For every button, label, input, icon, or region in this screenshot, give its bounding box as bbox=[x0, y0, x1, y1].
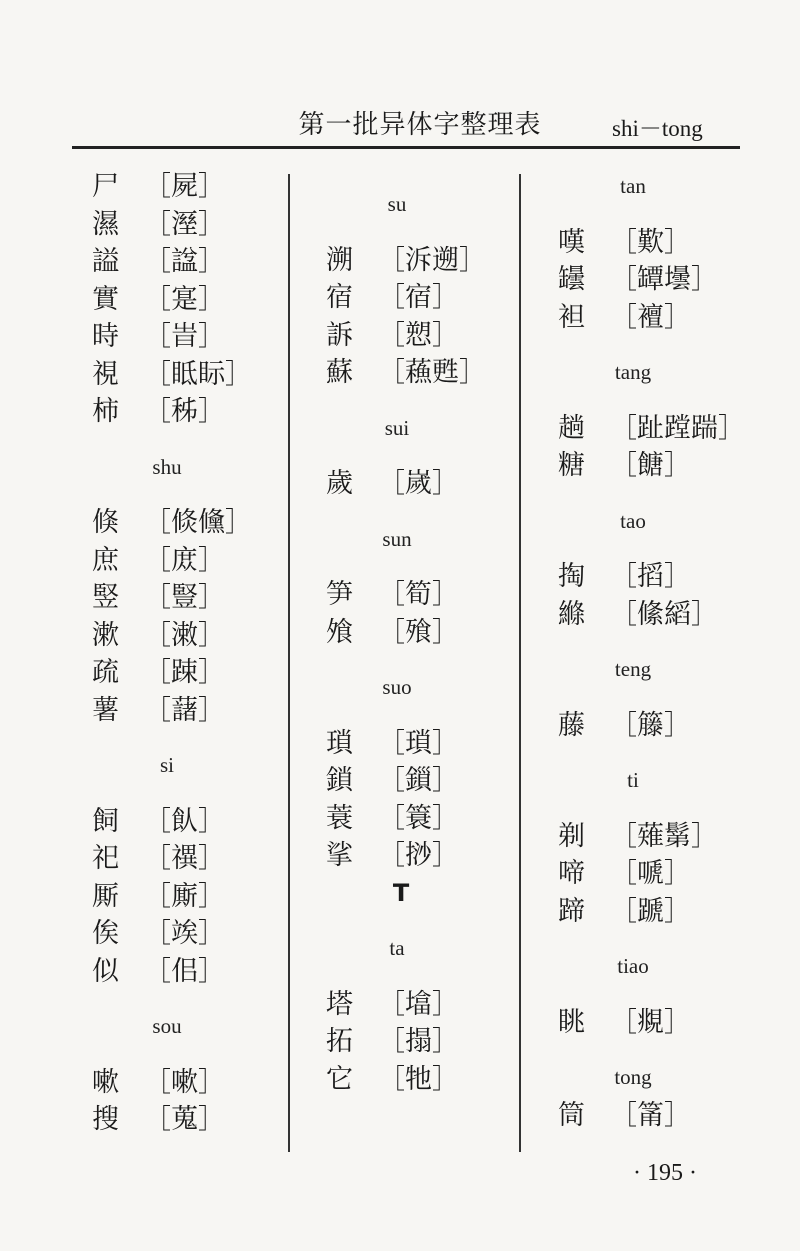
blank-row bbox=[558, 1041, 734, 1059]
variant-characters: ［旹］ bbox=[144, 321, 225, 352]
variant-characters: ［覜］ bbox=[610, 1006, 691, 1038]
blank-row bbox=[326, 392, 476, 410]
table-row bbox=[92, 840, 282, 878]
variant-entry bbox=[558, 596, 734, 637]
pinyin-heading-row bbox=[92, 1008, 282, 1046]
blank-row bbox=[92, 990, 282, 1008]
standard-character: 搜 bbox=[92, 1104, 119, 1135]
variant-characters: ［墖］ bbox=[378, 988, 459, 1020]
variant-entry bbox=[92, 168, 282, 209]
table-row bbox=[326, 800, 476, 838]
blank-row bbox=[558, 206, 734, 224]
standard-character: 眺 bbox=[558, 1006, 585, 1038]
variant-entry bbox=[92, 206, 282, 247]
variant-characters: ［籐］ bbox=[610, 709, 691, 741]
variant-entry bbox=[92, 803, 282, 844]
standard-character: 歲 bbox=[326, 468, 353, 499]
table-row bbox=[92, 579, 282, 617]
standard-character: 嘆 bbox=[558, 226, 585, 258]
table-row bbox=[326, 1023, 476, 1061]
pinyin-heading-row bbox=[558, 168, 734, 206]
variant-characters: ［蹏］ bbox=[610, 895, 691, 927]
variant-characters: ［倐儵］ bbox=[144, 507, 252, 538]
table-row bbox=[92, 654, 282, 692]
variant-entry bbox=[558, 261, 734, 302]
variant-entry bbox=[326, 986, 476, 1027]
pinyin-heading-row bbox=[558, 651, 734, 689]
table-row bbox=[558, 596, 734, 634]
table-row bbox=[92, 878, 282, 916]
pinyin-heading: sun bbox=[382, 526, 412, 551]
standard-character: 倏 bbox=[92, 507, 119, 538]
standard-character: 尸 bbox=[92, 171, 119, 202]
pinyin-heading-row bbox=[92, 449, 282, 487]
variant-entry bbox=[558, 224, 734, 265]
variant-characters: ［薙鬀］ bbox=[610, 820, 718, 852]
standard-character: 庶 bbox=[92, 544, 119, 576]
table-row bbox=[558, 855, 734, 893]
variant-entry bbox=[92, 542, 282, 583]
variant-characters: ［襢］ bbox=[610, 301, 691, 333]
table-row bbox=[558, 447, 734, 485]
table-row bbox=[326, 317, 476, 355]
standard-character: 塔 bbox=[326, 988, 353, 1020]
pinyin-heading-row bbox=[558, 503, 734, 541]
page-header-range: shi－tong bbox=[612, 116, 703, 141]
table-row bbox=[326, 242, 486, 280]
variant-entry bbox=[558, 707, 734, 748]
variant-characters: ［蒐］ bbox=[144, 1104, 225, 1135]
blank-row bbox=[326, 968, 476, 986]
pinyin-heading-row bbox=[558, 1059, 734, 1097]
pinyin-heading: suo bbox=[382, 675, 412, 699]
blank-row bbox=[326, 168, 476, 186]
standard-character: 飼 bbox=[92, 805, 119, 837]
table-row bbox=[92, 318, 282, 356]
variant-entry bbox=[326, 614, 476, 655]
standard-character: 筒 bbox=[558, 1099, 585, 1131]
table-row bbox=[92, 1064, 282, 1102]
pinyin-heading-row bbox=[326, 186, 476, 224]
standard-character: 掏 bbox=[558, 561, 585, 592]
blank-row bbox=[558, 744, 734, 762]
variant-entry bbox=[326, 576, 476, 617]
pinyin-heading-row bbox=[558, 354, 734, 392]
table-row bbox=[326, 576, 476, 614]
pinyin-heading-row bbox=[558, 762, 734, 800]
blank-row bbox=[92, 431, 282, 449]
variant-characters: ［筍］ bbox=[378, 579, 459, 610]
standard-character: 宿 bbox=[326, 282, 353, 313]
variant-entry bbox=[558, 893, 734, 934]
variant-characters: ［搯］ bbox=[610, 561, 691, 592]
standard-character: 糖 bbox=[558, 450, 585, 481]
variant-entry bbox=[92, 840, 282, 881]
blank-row bbox=[558, 800, 734, 818]
variant-characters: ［簑］ bbox=[378, 802, 459, 834]
standard-character: 啼 bbox=[558, 858, 585, 889]
variant-characters: ［嗽］ bbox=[144, 1066, 225, 1098]
table-row bbox=[326, 614, 476, 652]
pinyin-heading-row bbox=[326, 669, 476, 707]
blank-row bbox=[558, 633, 734, 651]
pinyin-heading-row bbox=[326, 521, 476, 559]
table-row bbox=[558, 224, 734, 262]
standard-character: 縧 bbox=[558, 598, 585, 630]
standard-character: 罎 bbox=[558, 264, 585, 295]
standard-character: 袒 bbox=[558, 301, 585, 333]
variant-characters: ［飱］ bbox=[378, 616, 459, 648]
variant-characters: ［寔］ bbox=[144, 283, 225, 315]
table-column-1 bbox=[92, 168, 282, 1139]
variant-characters: ［嗁］ bbox=[610, 858, 691, 889]
standard-character: 視 bbox=[92, 358, 119, 390]
variant-characters: ［瑣］ bbox=[378, 727, 459, 759]
variant-entry bbox=[558, 447, 734, 488]
table-row bbox=[326, 354, 486, 392]
variant-entry bbox=[326, 1061, 476, 1102]
table-column-3 bbox=[558, 168, 745, 1134]
table-row bbox=[558, 299, 734, 337]
standard-character: 俟 bbox=[92, 918, 119, 949]
variant-characters: ［眡眎］ bbox=[144, 358, 252, 390]
variant-entry bbox=[92, 393, 282, 434]
standard-character: 柿 bbox=[92, 396, 119, 427]
variant-characters: ［餹］ bbox=[610, 450, 691, 481]
table-row bbox=[92, 168, 282, 206]
standard-character: 溯 bbox=[326, 244, 353, 276]
standard-character: 鎖 bbox=[326, 765, 353, 796]
standard-character: 它 bbox=[326, 1063, 353, 1095]
blank-row bbox=[92, 1046, 282, 1064]
variant-entry bbox=[92, 953, 282, 994]
blank-row bbox=[326, 224, 476, 242]
blank-row bbox=[92, 486, 282, 504]
variant-characters: ［諡］ bbox=[144, 246, 225, 277]
blank-row bbox=[326, 447, 476, 465]
variant-entry bbox=[92, 318, 282, 359]
variant-entry bbox=[326, 465, 476, 506]
table-row bbox=[558, 818, 734, 856]
variant-entry bbox=[558, 818, 734, 859]
blank-row bbox=[92, 785, 282, 803]
variant-characters: ［歎］ bbox=[610, 226, 691, 258]
variant-entry bbox=[92, 579, 282, 620]
blank-row bbox=[558, 336, 734, 354]
standard-character: 疏 bbox=[92, 657, 119, 688]
pinyin-heading: ti bbox=[627, 768, 639, 792]
variant-entry bbox=[92, 878, 282, 919]
table-row bbox=[92, 617, 282, 655]
pinyin-heading: shu bbox=[152, 454, 182, 479]
variant-characters: ［豎］ bbox=[144, 582, 225, 613]
variant-entry bbox=[558, 299, 734, 340]
header-divider bbox=[72, 146, 740, 149]
table-row bbox=[92, 393, 282, 431]
variant-characters: ［搨］ bbox=[378, 1026, 459, 1057]
table-row bbox=[92, 504, 282, 542]
variant-entry bbox=[92, 504, 282, 545]
standard-character: 濕 bbox=[92, 208, 119, 240]
variant-entry bbox=[92, 281, 282, 322]
variant-entry bbox=[92, 1101, 282, 1142]
standard-character: 似 bbox=[92, 955, 119, 987]
variant-entry bbox=[558, 855, 734, 896]
variant-entry bbox=[92, 356, 282, 397]
variant-characters: ［鎻］ bbox=[378, 765, 459, 796]
variant-characters: ［溼］ bbox=[144, 208, 225, 240]
variant-characters: ［竢］ bbox=[144, 918, 225, 949]
variant-characters: ［屍］ bbox=[144, 171, 225, 202]
blank-row bbox=[558, 689, 734, 707]
standard-character: 蘇 bbox=[326, 357, 353, 388]
table-row bbox=[558, 558, 734, 596]
table-row bbox=[558, 1097, 734, 1135]
standard-character: 實 bbox=[92, 283, 119, 315]
variant-characters: ［禩］ bbox=[144, 843, 225, 874]
letter-heading-row bbox=[326, 875, 476, 913]
pinyin-heading: tiao bbox=[617, 954, 649, 978]
pinyin-heading-row bbox=[92, 747, 282, 785]
table-row bbox=[326, 762, 476, 800]
variant-entry bbox=[92, 692, 282, 733]
pinyin-heading-row bbox=[326, 410, 476, 448]
standard-character: 瑣 bbox=[326, 727, 353, 759]
blank-row bbox=[92, 729, 282, 747]
blank-row bbox=[558, 986, 734, 1004]
blank-row bbox=[558, 540, 734, 558]
table-row bbox=[326, 725, 476, 763]
variant-characters: ［泝遡］ bbox=[378, 244, 486, 276]
variant-characters: ［罈壜］ bbox=[610, 264, 718, 295]
table-row bbox=[92, 243, 282, 281]
variant-characters: ［絛縚］ bbox=[610, 598, 718, 630]
standard-character: 蓑 bbox=[326, 802, 353, 834]
table-row bbox=[92, 542, 282, 580]
variant-characters: ［趾蹚踹］ bbox=[610, 412, 745, 444]
variant-entry bbox=[92, 654, 282, 695]
variant-characters: ［筩］ bbox=[610, 1099, 691, 1131]
standard-character: 嗽 bbox=[92, 1066, 119, 1098]
blank-row bbox=[326, 503, 476, 521]
blank-row bbox=[558, 485, 734, 503]
pinyin-heading-row bbox=[326, 930, 476, 968]
variant-characters: ［挱］ bbox=[378, 840, 459, 871]
pinyin-heading: tao bbox=[620, 508, 646, 533]
table-row bbox=[92, 953, 282, 991]
pinyin-heading: sou bbox=[152, 1014, 182, 1038]
pinyin-heading: tang bbox=[614, 360, 652, 384]
table-row bbox=[326, 465, 476, 503]
table-row bbox=[92, 692, 282, 730]
page-header-title: 第一批异体字整理表 bbox=[298, 110, 542, 140]
variant-entry bbox=[326, 279, 476, 320]
table-row bbox=[92, 206, 282, 244]
blank-row bbox=[558, 930, 734, 948]
variant-entry bbox=[558, 410, 745, 451]
variant-characters: ［蘓甦］ bbox=[378, 357, 486, 388]
blank-row bbox=[558, 392, 734, 410]
variant-entry bbox=[326, 317, 476, 358]
blank-row bbox=[326, 912, 476, 930]
standard-character: 飧 bbox=[326, 616, 353, 648]
standard-character: 薯 bbox=[92, 694, 119, 726]
standard-character: 祀 bbox=[92, 843, 119, 874]
variant-characters: ［愬］ bbox=[378, 319, 459, 351]
page-number: · 195 · bbox=[633, 1160, 697, 1186]
standard-character: 謚 bbox=[92, 246, 119, 277]
variant-entry bbox=[326, 354, 486, 395]
variant-entry bbox=[326, 242, 486, 283]
variant-entry bbox=[326, 1023, 476, 1064]
standard-character: 趟 bbox=[558, 412, 585, 444]
table-row bbox=[558, 261, 734, 299]
variant-entry bbox=[326, 800, 476, 841]
table-row bbox=[558, 893, 734, 931]
variant-entry bbox=[92, 1064, 282, 1105]
standard-character: 竪 bbox=[92, 582, 119, 613]
blank-row bbox=[326, 651, 476, 669]
variant-entry bbox=[92, 243, 282, 284]
variant-characters: ［佀］ bbox=[144, 955, 225, 987]
column-divider bbox=[288, 174, 290, 1152]
column-divider bbox=[519, 174, 521, 1152]
variant-entry bbox=[92, 915, 282, 956]
variant-entry bbox=[326, 762, 476, 803]
table-column-2 bbox=[326, 168, 486, 1098]
standard-character: 挲 bbox=[326, 840, 353, 871]
standard-character: 笋 bbox=[326, 579, 353, 610]
variant-characters: ［飤］ bbox=[144, 805, 225, 837]
table-row bbox=[326, 1061, 476, 1099]
variant-entry bbox=[326, 725, 476, 766]
pinyin-heading: tong bbox=[614, 1065, 652, 1089]
table-row bbox=[92, 1101, 282, 1139]
table-row bbox=[92, 915, 282, 953]
standard-character: 蹄 bbox=[558, 895, 585, 927]
variant-entry bbox=[326, 837, 476, 878]
blank-row bbox=[326, 707, 476, 725]
table-row bbox=[558, 1004, 734, 1042]
pinyin-heading: ta bbox=[389, 936, 405, 960]
variant-characters: ［藷］ bbox=[144, 694, 225, 726]
standard-character: 漱 bbox=[92, 619, 119, 651]
standard-character: 拓 bbox=[326, 1026, 353, 1057]
variant-entry bbox=[558, 1097, 734, 1138]
variant-entry bbox=[558, 1004, 734, 1045]
standard-character: 厮 bbox=[92, 880, 119, 912]
variant-characters: ［廝］ bbox=[144, 880, 225, 912]
variant-characters: ［宿］ bbox=[378, 282, 459, 313]
table-row bbox=[326, 986, 476, 1024]
variant-characters: ［嵗］ bbox=[378, 468, 459, 499]
table-row bbox=[558, 707, 734, 745]
standard-character: 藤 bbox=[558, 709, 585, 741]
variant-characters: ［潄］ bbox=[144, 619, 225, 651]
pinyin-heading: su bbox=[387, 192, 407, 216]
variant-entry bbox=[558, 558, 734, 599]
variant-characters: ［踈］ bbox=[144, 657, 225, 688]
table-row bbox=[326, 279, 476, 317]
letter-heading: T bbox=[392, 878, 410, 907]
pinyin-heading: sui bbox=[384, 415, 410, 440]
standard-character: 訴 bbox=[326, 319, 353, 351]
standard-character: 剃 bbox=[558, 820, 585, 852]
pinyin-heading: si bbox=[159, 753, 174, 777]
table-row bbox=[92, 356, 282, 394]
table-row bbox=[92, 281, 282, 319]
pinyin-heading-row bbox=[558, 948, 734, 986]
pinyin-heading: teng bbox=[614, 657, 652, 681]
table-row bbox=[326, 837, 476, 875]
blank-row bbox=[326, 558, 476, 576]
table-row bbox=[558, 410, 745, 448]
table-row bbox=[92, 803, 282, 841]
pinyin-heading: tan bbox=[620, 174, 646, 198]
variant-characters: ［庻］ bbox=[144, 544, 225, 576]
variant-characters: ［秭］ bbox=[144, 396, 225, 427]
variant-entry bbox=[92, 617, 282, 658]
variant-characters: ［牠］ bbox=[378, 1063, 459, 1095]
standard-character: 時 bbox=[92, 321, 119, 352]
